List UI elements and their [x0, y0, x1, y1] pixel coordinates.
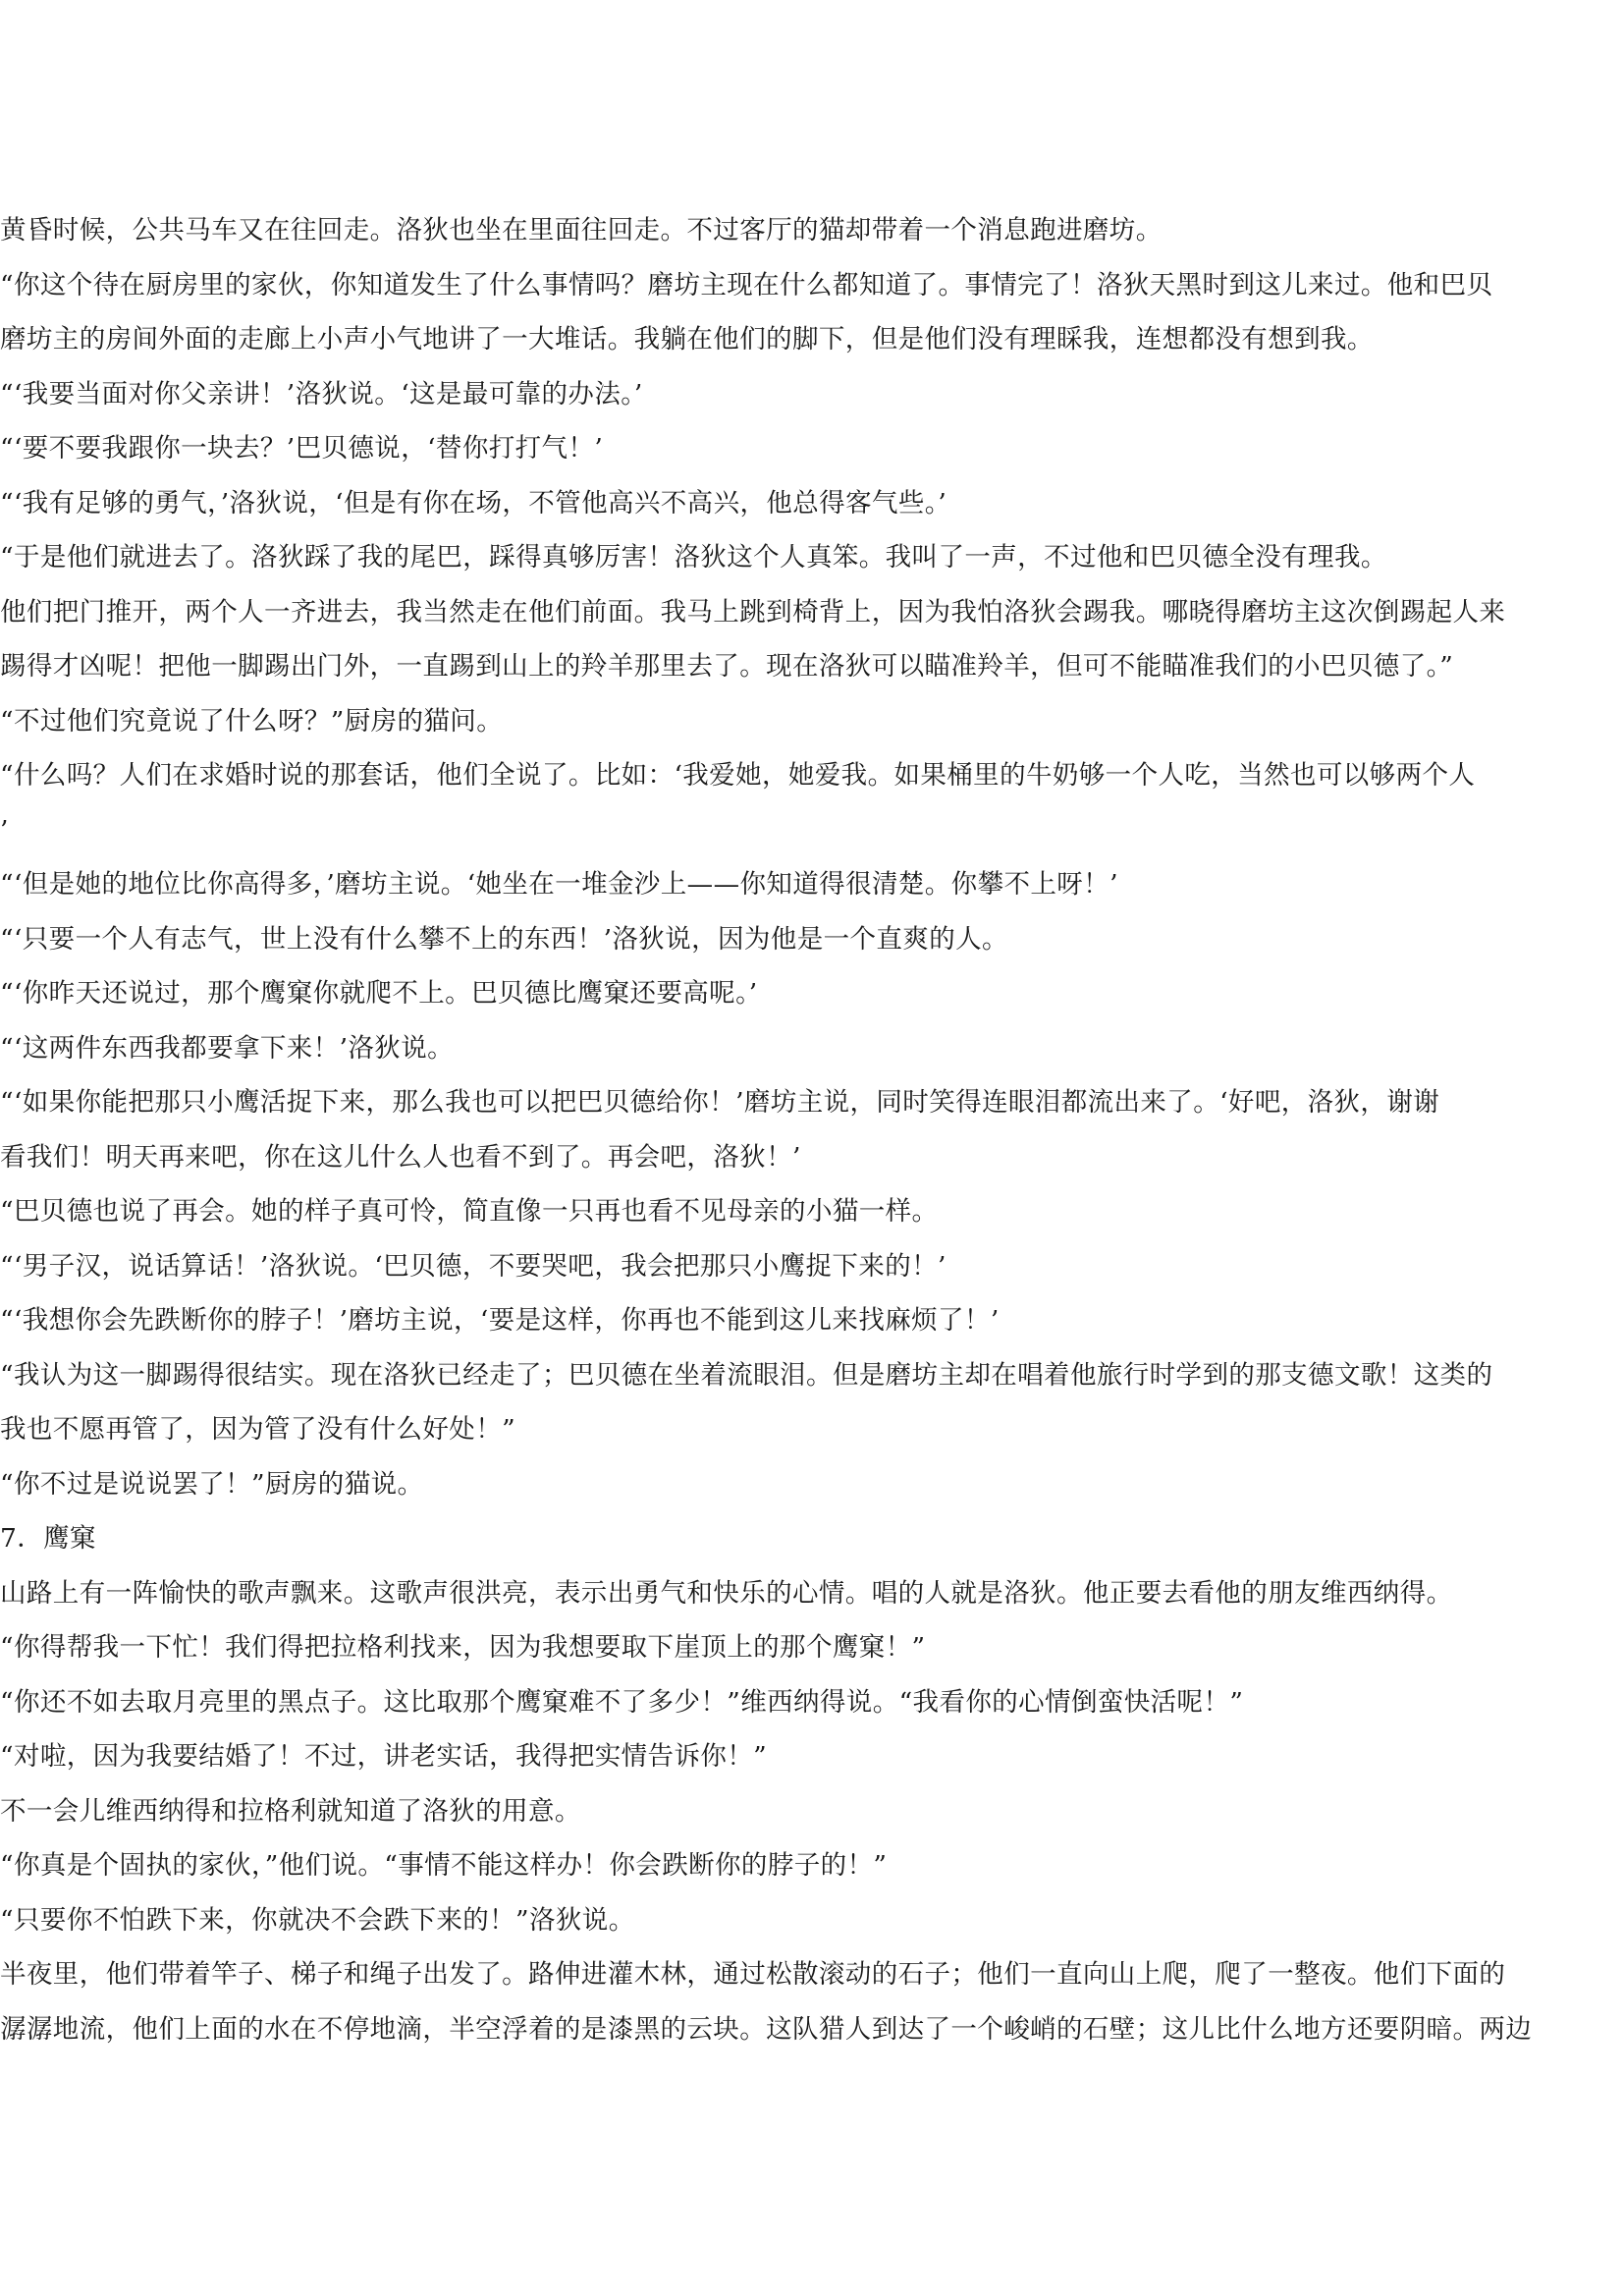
text-line: 不一会儿维西纳得和拉格利就知道了洛狄的用意。 — [0, 1795, 581, 1827]
text-line: “‘我想你会先跌断你的脖子！’磨坊主说，‘要是这样，你再也不能到这儿来找麻烦了！’ — [0, 1305, 1000, 1336]
text-line: “‘如果你能把那只小鹰活捉下来，那么我也可以把巴贝德给你！’磨坊主说，同时笑得连眼泪都流出来了。‘好吧，洛狄，谢谢 — [0, 1087, 1440, 1118]
text-line: 山路上有一阵愉快的歌声飘来。这歌声很洪亮，表示出勇气和快乐的心情。唱的人就是洛狄。他正要去看他的朋友维西纳得。 — [0, 1577, 1453, 1609]
text-line: 黄昏时候，公共马车又在往回走。洛狄也坐在里面往回走。不过客厅的猫却带着一个消息跑进磨坊。 — [0, 215, 1163, 246]
text-line: “‘这两件东西我都要拿下来！’洛狄说。 — [0, 1032, 454, 1064]
text-line: “我认为这一脚踢得很结实。现在洛狄已经走了；巴贝德在坐着流眼泪。但是磨坊主却在唱着他旅行时学到的那支德文歌！这类的 — [0, 1359, 1493, 1391]
text-line: “‘我要当面对你父亲讲！’洛狄说。‘这是最可靠的办法。’ — [0, 378, 643, 410]
text-line: ’ — [0, 814, 9, 846]
text-line: “对啦，因为我要结婚了！不过，讲老实话，我得把实情告诉你！” — [0, 1741, 768, 1772]
text-line: 他们把门推开，两个人一齐进去，我当然走在他们前面。我马上跳到椅背上，因为我怕洛狄会踢我。哪晓得磨坊主这次倒踢起人来 — [0, 596, 1506, 628]
text-line: “什么吗？人们在求婚时说的那套话，他们全说了。比如：‘我爱她，她爱我。如果桶里的牛奶够一个人吃，当然也可以够两个人 — [0, 760, 1476, 791]
text-line: “你这个待在厨房里的家伙，你知道发生了什么事情吗？磨坊主现在什么都知道了。事情完了！洛狄天黑时到这儿来过。他和巴贝 — [0, 269, 1493, 301]
text-line: 7．鹰窠 — [0, 1523, 96, 1554]
text-line: 看我们！明天再来吧，你在这儿什么人也看不到了。再会吧，洛狄！’ — [0, 1141, 801, 1173]
text-line: “你得帮我一下忙！我们得把拉格利找来，因为我想要取下崖顶上的那个鹰窠！” — [0, 1632, 926, 1663]
text-line: 潺潺地流，他们上面的水在不停地滴，半空浮着的是漆黑的云块。这队猎人到达了一个峻峭的石壁；这儿比什么地方还要阴暗。两边 — [0, 2013, 1533, 2045]
text-line: “你还不如去取月亮里的黑点子。这比取那个鹰窠难不了多少！”维西纳得说。“我看你的心情倒蛮快活呢！” — [0, 1686, 1244, 1718]
text-line: “‘我有足够的勇气，’洛狄说，‘但是有你在场，不管他高兴不高兴，他总得客气些。’ — [0, 487, 947, 519]
text-line: “‘你昨天还说过，那个鹰窠你就爬不上。巴贝德比鹰窠还要高呢。’ — [0, 978, 758, 1009]
text-line: 半夜里，他们带着竿子、梯子和绳子出发了。路伸进灌木林，通过松散滚动的石子；他们一直向山上爬，爬了一整夜。他们下面的 — [0, 1959, 1506, 1990]
text-line: “‘但是她的地位比你高得多，’磨坊主说。‘她坐在一堆金沙上——你知道得很清楚。你攀不上呀！’ — [0, 869, 1118, 900]
text-line: “‘只要一个人有志气，世上没有什么攀不上的东西！’洛狄说，因为他是一个直爽的人。 — [0, 923, 1008, 955]
text-line: “于是他们就进去了。洛狄踩了我的尾巴，踩得真够厉害！洛狄这个人真笨。我叫了一声，不过他和巴贝德全没有理我。 — [0, 542, 1387, 573]
text-line: “‘男子汉，说话算话！’洛狄说。‘巴贝德，不要哭吧，我会把那只小鹰捉下来的！’ — [0, 1250, 947, 1282]
text-line: 踢得才凶呢！把他一脚踢出门外，一直踢到山上的羚羊那里去了。现在洛狄可以瞄准羚羊，但可不能瞄准我们的小巴贝德了。” — [0, 651, 1454, 682]
text-line: “只要你不怕跌下来，你就决不会跌下来的！”洛狄说。 — [0, 1904, 635, 1936]
text-line: “你真是个固执的家伙，”他们说。“事情不能这样办！你会跌断你的脖子的！” — [0, 1850, 888, 1881]
text-line: 我也不愿再管了，因为管了没有什么好处！” — [0, 1414, 516, 1445]
text-line: “巴贝德也说了再会。她的样子真可怜，简直像一只再也看不见母亲的小猫一样。 — [0, 1196, 939, 1227]
text-line: 磨坊主的房间外面的走廊上小声小气地讲了一大堆话。我躺在他们的脚下，但是他们没有理睬我，连想都没有想到我。 — [0, 324, 1374, 355]
text-line: “‘要不要我跟你一块去？’巴贝德说，‘替你打打气！’ — [0, 433, 604, 464]
text-line: “不过他们究竟说了什么呀？”厨房的猫问。 — [0, 705, 504, 737]
text-line: “你不过是说说罢了！”厨房的猫说。 — [0, 1468, 424, 1500]
